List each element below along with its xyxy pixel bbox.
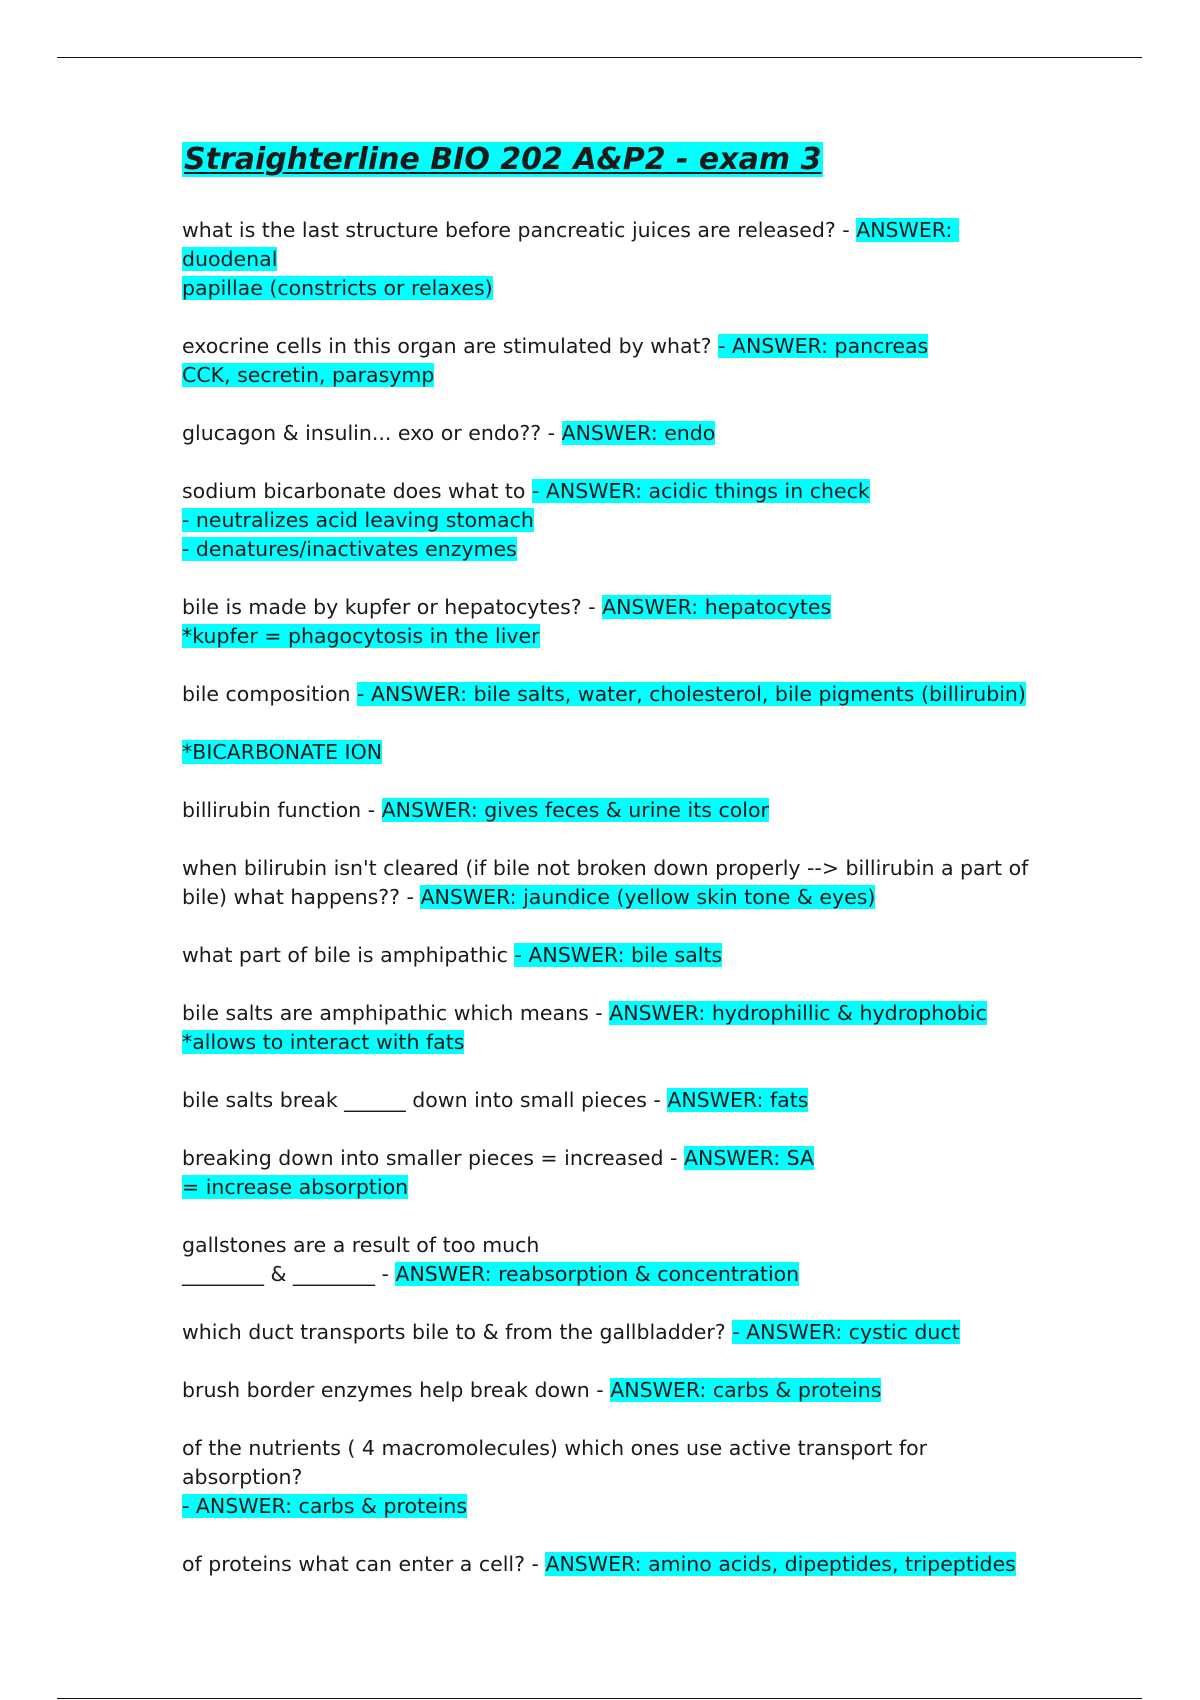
answer-text: ANSWER: amino acids, dipeptides, tripeptides [545, 1552, 1016, 1576]
answer-text: ANSWER: endo [561, 421, 716, 445]
answer-text: ANSWER: duodenal papillae (constricts or relaxes) [182, 218, 959, 300]
qa-item [182, 1086, 1042, 1115]
qa-item [182, 216, 1042, 303]
question-text: bile salts are amphipathic which means - [182, 1001, 610, 1025]
question-text: of the nutrients ( 4 macromolecules) which ones use active transport for absorption? [182, 1436, 928, 1489]
question-text: what is the last structure before pancreatic juices are released? - [182, 218, 857, 242]
qa-item [182, 680, 1042, 709]
qa-item [182, 999, 1042, 1057]
answer-text: ANSWER: fats [667, 1088, 809, 1112]
qa-item [182, 941, 1042, 970]
question-text: bile composition [182, 682, 358, 706]
question-text: billirubin function - [182, 798, 382, 822]
qa-item [182, 477, 1042, 564]
answer-text: ANSWER: reabsorption & concentration [395, 1262, 800, 1286]
qa-item [182, 1550, 1042, 1579]
qa-item [182, 1434, 1042, 1521]
question-text: exocrine cells in this organ are stimulated by what? [182, 334, 719, 358]
qa-item [182, 854, 1042, 912]
question-text: when bilirubin isn't cleared (if bile not broken down properly --> billirubin a part of bile) what happens?? - [182, 856, 1029, 909]
answer-text: ANSWER: hydrophillic & hydrophobic *allows to interact with fats [182, 1001, 987, 1054]
question-text: breaking down into smaller pieces = increased - [182, 1146, 684, 1170]
question-text: of proteins what can enter a cell? - [182, 1552, 546, 1576]
question-text: bile is made by kupfer or hepatocytes? - [182, 595, 603, 619]
question-text: gallstones are a result of too much ________ & ________ - [182, 1233, 540, 1286]
answer-text: - ANSWER: bile salts, water, cholesterol, bile pigments (billirubin) [357, 682, 1026, 706]
answer-text: - ANSWER: acidic things in check - neutralizes acid leaving stomach - denatures/inactivates enzymes [182, 479, 870, 561]
qa-item [182, 332, 1042, 390]
qa-item [182, 1231, 1042, 1289]
answer-text: - ANSWER: carbs & proteins [182, 1494, 468, 1518]
question-text: which duct transports bile to & from the gallbladder? [182, 1320, 733, 1344]
answer-text: ANSWER: jaundice (yellow skin tone & eyes) [420, 885, 876, 909]
document-title: Straighterline BIO 202 A&P2 - exam 3 [184, 142, 822, 177]
answer-text: - ANSWER: cystic duct [732, 1320, 960, 1344]
answer-text: - ANSWER: pancreas CCK, secretin, parasymp [182, 334, 929, 387]
qa-item [182, 796, 1042, 825]
footer-rule [57, 1698, 1142, 1699]
question-text: glucagon & insulin... exo or endo?? - [182, 421, 562, 445]
question-text: sodium bicarbonate does what to [182, 479, 532, 503]
qa-item [182, 419, 1042, 448]
answer-text: ANSWER: gives feces & urine its color [381, 798, 769, 822]
question-text: bile salts break ______ down into small pieces - [182, 1088, 668, 1112]
question-text: what part of bile is amphipathic [182, 943, 515, 967]
document-body [182, 140, 1042, 1608]
qa-item [182, 593, 1042, 651]
answer-text: - ANSWER: bile salts [514, 943, 723, 967]
question-text: brush border enzymes help break down - [182, 1378, 611, 1402]
answer-text: ANSWER: hepatocytes *kupfer = phagocytosis in the liver [182, 595, 832, 648]
qa-item [182, 1376, 1042, 1405]
answer-text: *BICARBONATE ION [182, 740, 383, 764]
qa-item [182, 738, 1042, 767]
answer-text: ANSWER: carbs & proteins [610, 1378, 882, 1402]
qa-item [182, 1144, 1042, 1202]
qa-item [182, 1318, 1042, 1347]
answer-text: ANSWER: SA = increase absorption [182, 1146, 815, 1199]
header-rule [57, 57, 1142, 58]
